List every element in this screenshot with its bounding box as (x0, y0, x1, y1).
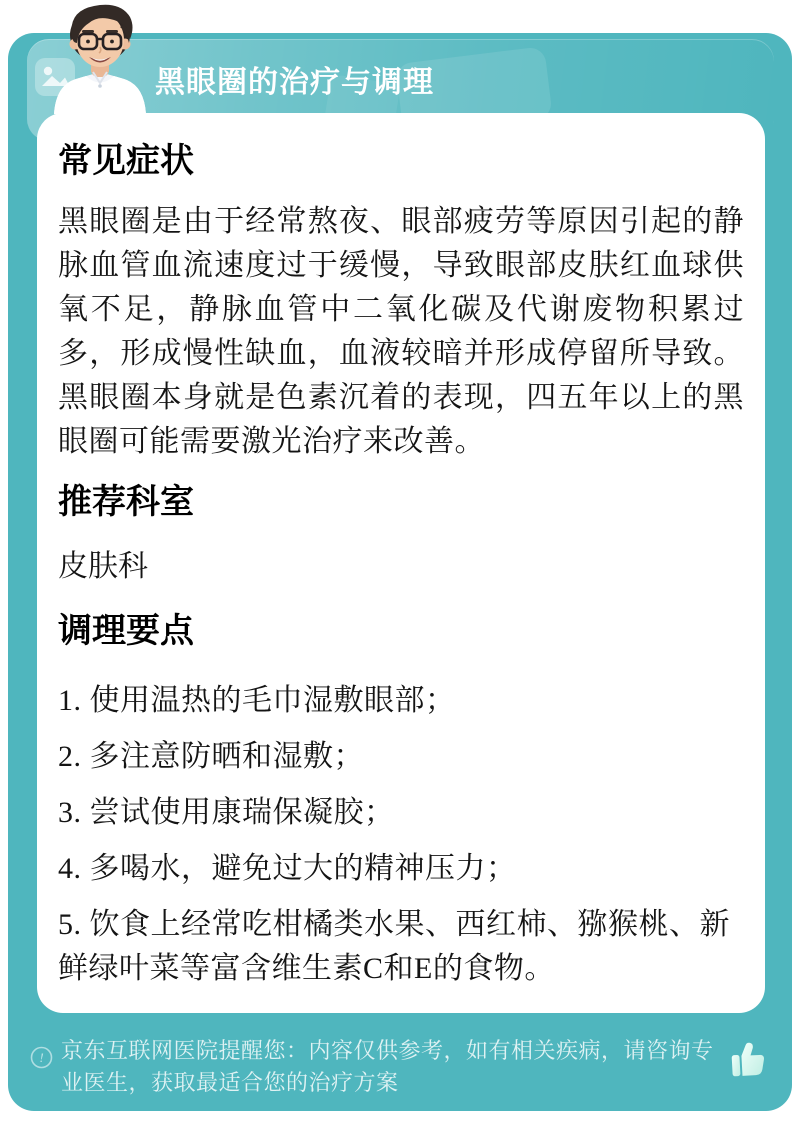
section-heading-department: 推荐科室 (58, 483, 194, 521)
tip-item-5: 5. 饮食上经常吃柑橘类水果、西红柿、猕猴桃、新鲜绿叶菜等富含维生素C和E的食物。 (58, 908, 730, 985)
symptoms-paragraph: 黑眼圈是由于经常熬夜、眼部疲劳等原因引起的静脉血管血流速度过于缓慢，导致眼部皮肤红血球供氧不足，静脉血管中二氧化碳及代谢废物积累过多，形成慢性缺血，血液较暗并形成停留所导致。黑眼圈本身就是色素沉着的表现，四五年以上的黑眼圈可能需要激光治疗来改善。 (58, 205, 744, 458)
info-exclamation-icon (30, 1046, 53, 1069)
content-card (37, 113, 765, 1013)
thumbs-up-icon[interactable] (728, 1041, 768, 1079)
svg-text:!: ! (39, 1050, 44, 1066)
tip-item-2: 2. 多注意防晒和湿敷； (58, 740, 364, 773)
section-heading-tips: 调理要点 (58, 612, 194, 650)
tip-item-4: 4. 多喝水，避免过大的精神压力； (58, 852, 517, 885)
tip-item-1: 1. 使用温热的毛巾湿敷眼部； (58, 684, 456, 717)
doctor-avatar (42, 3, 158, 114)
department-value: 皮肤科 (58, 550, 148, 583)
tip-item-3: 3. 尝试使用康瑞保凝胶； (58, 796, 395, 829)
disclaimer-text: 京东互联网医院提醒您：内容仅供参考，如有相关疾病，请咨询专业医生，获取最适合您的治疗方案 (61, 1038, 714, 1095)
section-heading-symptoms: 常见症状 (58, 142, 194, 180)
footer-disclaimer-bar (30, 1035, 768, 1099)
page-title: 黑眼圈的治疗与调理 (155, 66, 434, 99)
